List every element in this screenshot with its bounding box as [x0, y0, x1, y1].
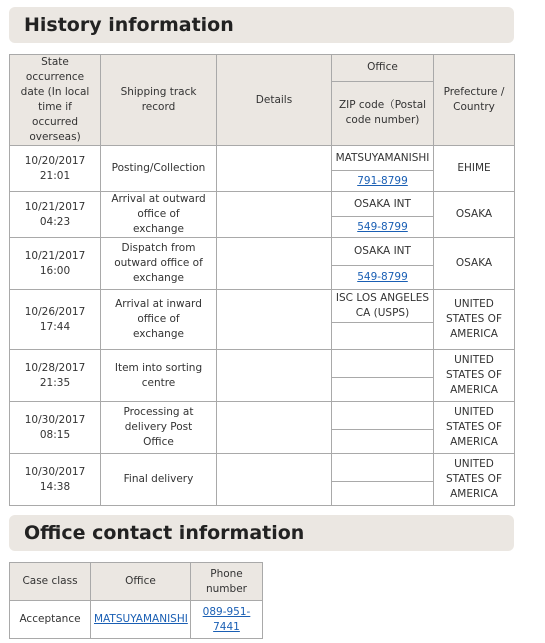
history-table [9, 54, 515, 506]
contact-office-link[interactable]: MATSUYAMANISHI [94, 613, 188, 625]
history-prefecture: OSAKA [434, 192, 515, 238]
history-date-cell [10, 146, 101, 192]
contact-office-cell [91, 601, 191, 639]
header-details: Details [217, 55, 332, 146]
history-date: 10/26/2017 [24, 305, 86, 318]
contact-section-header [9, 515, 514, 551]
history-office: MATSUYAMANISHI [332, 146, 433, 171]
history-zip-cell [332, 171, 433, 191]
header-contact-office: Office [91, 563, 191, 601]
history-date: 10/21/2017 [24, 249, 86, 262]
history-details [217, 146, 332, 192]
history-record: Posting/Collection [101, 146, 217, 192]
history-prefecture: OSAKA [434, 238, 515, 290]
history-row [10, 192, 515, 238]
history-office: ISC LOS ANGELES CA (USPS) [332, 290, 433, 323]
history-date-cell [10, 192, 101, 238]
history-details [217, 290, 332, 350]
history-time: 04:23 [39, 215, 71, 228]
history-prefecture: UNITED STATES OF AMERICA [434, 350, 515, 402]
history-row [10, 350, 515, 402]
history-date-cell [10, 350, 101, 402]
history-time: 21:01 [39, 169, 71, 182]
history-office-cell [332, 238, 434, 290]
history-record: Arrival at outward office of exchange [101, 192, 217, 238]
history-section-header [9, 7, 514, 43]
history-date: 10/30/2017 [24, 413, 86, 426]
history-details [217, 192, 332, 238]
history-details [217, 402, 332, 454]
history-zip-cell [332, 323, 433, 349]
history-details [217, 454, 332, 506]
header-prefecture: Prefecture / Country [434, 55, 515, 146]
header-phone: Phone number [191, 563, 263, 601]
contact-row [10, 601, 263, 639]
history-row [10, 290, 515, 350]
history-prefecture: UNITED STATES OF AMERICA [434, 290, 515, 350]
history-zip-cell [332, 217, 433, 237]
header-office: Office [332, 55, 434, 82]
contact-title: Office contact information [24, 522, 305, 544]
history-office [332, 402, 433, 430]
history-zip-cell [332, 378, 433, 401]
history-zip-cell [332, 266, 433, 289]
header-zip: ZIP code（Postal code number) [332, 81, 434, 145]
history-time: 21:35 [39, 376, 71, 389]
header-date: State occurrence date (In local time if occurred overseas) [10, 55, 101, 146]
history-time: 14:38 [39, 480, 71, 493]
history-row [10, 146, 515, 192]
contact-case: Acceptance [10, 601, 91, 639]
history-title: History information [24, 14, 234, 36]
history-date-cell [10, 238, 101, 290]
history-zip-link[interactable]: 791-8799 [357, 174, 408, 187]
history-zip-link[interactable]: 549-8799 [357, 220, 408, 233]
history-time: 08:15 [39, 428, 71, 441]
history-office: OSAKA INT [332, 238, 433, 266]
history-zip-cell [332, 482, 433, 505]
history-details [217, 238, 332, 290]
history-record: Processing at delivery Post Office [101, 402, 217, 454]
contact-phone-cell [191, 601, 263, 639]
history-date: 10/21/2017 [24, 200, 86, 213]
history-office [332, 454, 433, 482]
history-date: 10/28/2017 [24, 361, 86, 374]
history-date-cell [10, 454, 101, 506]
history-office-cell [332, 350, 434, 402]
history-date-cell [10, 402, 101, 454]
history-time: 17:44 [39, 320, 71, 333]
history-date: 10/30/2017 [24, 465, 86, 478]
history-record: Item into sorting centre [101, 350, 217, 402]
history-row [10, 238, 515, 290]
history-details [217, 350, 332, 402]
history-prefecture: EHIME [434, 146, 515, 192]
history-office-cell [332, 290, 434, 350]
history-prefecture: UNITED STATES OF AMERICA [434, 454, 515, 506]
history-office: OSAKA INT [332, 192, 433, 217]
history-office-cell [332, 402, 434, 454]
history-zip-cell [332, 430, 433, 453]
history-office-cell [332, 146, 434, 192]
history-record: Final delivery [101, 454, 217, 506]
history-date-cell [10, 290, 101, 350]
history-time: 16:00 [39, 264, 71, 277]
history-zip-link[interactable]: 549-8799 [357, 271, 408, 284]
history-record: Dispatch from outward office of exchange [101, 238, 217, 290]
contact-table [9, 562, 263, 639]
header-record: Shipping track record [101, 55, 217, 146]
history-office-cell [332, 192, 434, 238]
history-row [10, 454, 515, 506]
contact-phone-link[interactable]: 089-951-7441 [202, 605, 251, 633]
history-date: 10/20/2017 [24, 154, 86, 167]
history-office-cell [332, 454, 434, 506]
history-record: Arrival at inward office of exchange [101, 290, 217, 350]
history-row [10, 402, 515, 454]
history-prefecture: UNITED STATES OF AMERICA [434, 402, 515, 454]
history-office [332, 350, 433, 378]
header-case-class: Case class [10, 563, 91, 601]
